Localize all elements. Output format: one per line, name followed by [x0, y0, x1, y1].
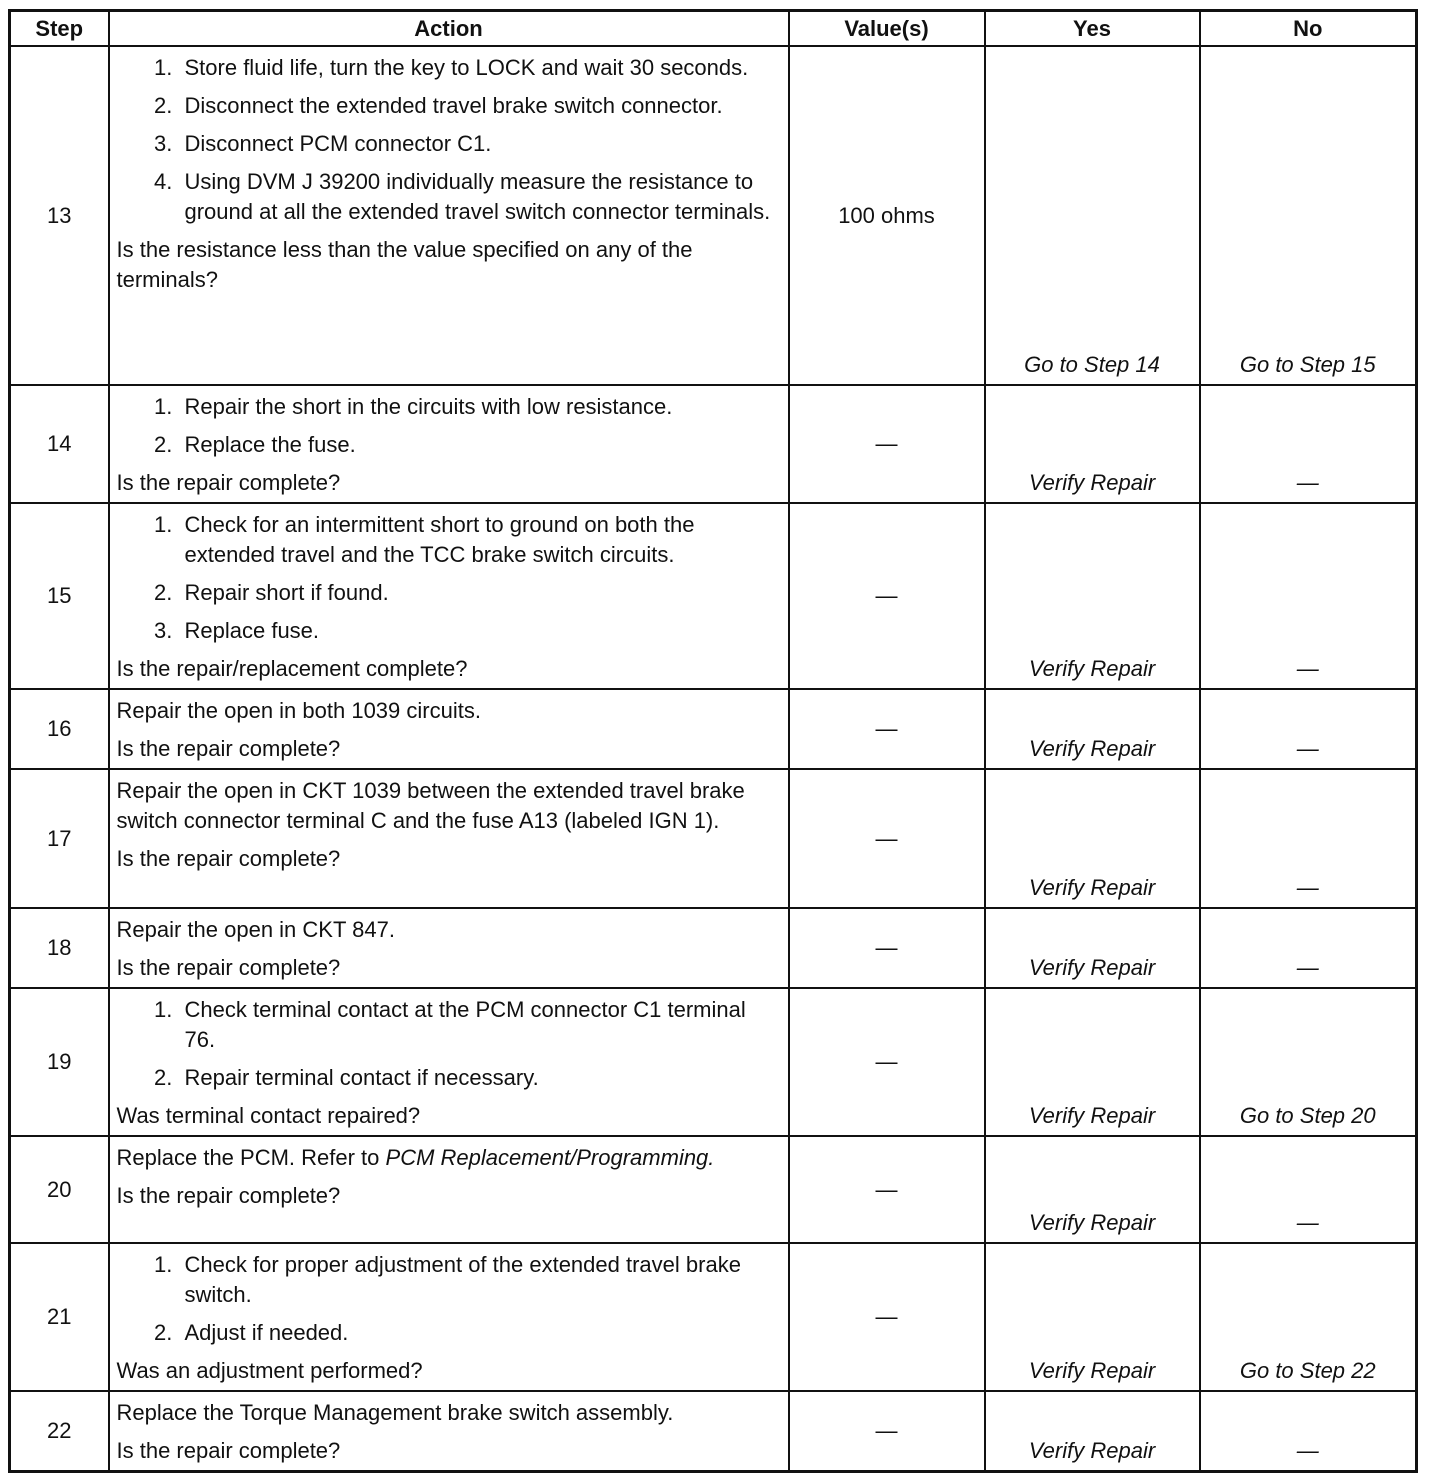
table-header-row — [10, 11, 1417, 47]
value-cell: — — [789, 503, 985, 689]
no-cell: — — [1200, 689, 1417, 769]
value-cell: 100 ohms — [789, 46, 985, 385]
yes-cell: Verify Repair — [985, 503, 1200, 689]
header-step: Step — [10, 11, 109, 47]
manual-reference-link: PCM Replacement/Programming. — [385, 1145, 715, 1170]
action-question: Is the repair complete? — [116, 470, 341, 495]
action-cell — [109, 769, 789, 908]
header-values: Value(s) — [789, 11, 985, 47]
step-number: 13 — [10, 46, 109, 385]
action-cell — [109, 503, 789, 689]
table-row — [10, 46, 1417, 385]
step-number: 17 — [10, 769, 109, 908]
value-cell: — — [789, 769, 985, 908]
action-text-plain: Replace the PCM. Refer to — [116, 1145, 386, 1170]
table-row — [10, 988, 1417, 1136]
yes-cell: Verify Repair — [985, 689, 1200, 769]
action-cell — [109, 1391, 789, 1472]
diagnostic-table — [8, 9, 1418, 1473]
action-cell — [109, 46, 789, 385]
no-cell: Go to Step 22 — [1200, 1243, 1417, 1391]
action-question: Is the repair complete? — [116, 1183, 341, 1208]
value-cell: — — [789, 908, 985, 988]
action-text: Repair the open in CKT 1039 between the extended travel brake switch connector terminal C and the fuse A13 (labeled IGN 1). — [116, 778, 745, 833]
action-step: 2. Replace the fuse. — [179, 430, 780, 460]
step-number: 14 — [10, 385, 109, 503]
step-number: 15 — [10, 503, 109, 689]
action-steps-list — [117, 995, 780, 1093]
action-step: 1. Repair the short in the circuits with low resistance. — [179, 392, 780, 422]
action-question: Was terminal contact repaired? — [116, 1103, 421, 1128]
value-cell: — — [789, 988, 985, 1136]
table-row — [10, 689, 1417, 769]
yes-cell: Go to Step 14 — [985, 46, 1200, 385]
action-text: Replace the Torque Management brake switch assembly. — [116, 1400, 674, 1425]
action-question: Was an adjustment performed? — [116, 1358, 423, 1383]
table-row — [10, 1391, 1417, 1472]
yes-cell: Verify Repair — [985, 988, 1200, 1136]
action-step: 2. Disconnect the extended travel brake switch connector. — [179, 91, 780, 121]
yes-cell: Verify Repair — [985, 385, 1200, 503]
value-cell: — — [789, 1391, 985, 1472]
action-step: 2. Repair short if found. — [179, 578, 780, 608]
value-cell: — — [789, 1136, 985, 1243]
action-cell — [109, 689, 789, 769]
no-cell: — — [1200, 1391, 1417, 1472]
header-action: Action — [109, 11, 789, 47]
action-step: 1. Store fluid life, turn the key to LOCK and wait 30 seconds. — [179, 53, 780, 83]
action-step: 2. Adjust if needed. — [179, 1318, 780, 1348]
no-cell: Go to Step 15 — [1200, 46, 1417, 385]
action-steps-list — [117, 1250, 780, 1348]
action-step: 1. Check terminal contact at the PCM connector C1 terminal 76. — [179, 995, 780, 1055]
no-cell: — — [1200, 769, 1417, 908]
value-cell: — — [789, 1243, 985, 1391]
action-steps-list — [117, 392, 780, 460]
step-number: 21 — [10, 1243, 109, 1391]
table-row — [10, 908, 1417, 988]
action-question: Is the repair/replacement complete? — [116, 656, 468, 681]
no-cell: — — [1200, 503, 1417, 689]
step-number: 20 — [10, 1136, 109, 1243]
action-cell — [109, 1136, 789, 1243]
header-yes: Yes — [985, 11, 1200, 47]
yes-cell: Verify Repair — [985, 769, 1200, 908]
action-question: Is the repair complete? — [116, 736, 341, 761]
action-text: Repair the open in CKT 847. — [116, 917, 395, 942]
action-cell — [109, 988, 789, 1136]
table-row — [10, 385, 1417, 503]
table-row — [10, 1136, 1417, 1243]
no-cell: Go to Step 20 — [1200, 988, 1417, 1136]
header-no: No — [1200, 11, 1417, 47]
action-step: 4. Using DVM J 39200 individually measure the resistance to ground at all the extended travel switch connector terminals. — [179, 167, 780, 227]
action-question: Is the repair complete? — [116, 1438, 341, 1463]
step-number: 18 — [10, 908, 109, 988]
action-steps-list — [117, 510, 780, 646]
value-cell: — — [789, 689, 985, 769]
diagnostic-table-container — [8, 9, 1415, 1473]
no-cell: — — [1200, 908, 1417, 988]
step-number: 22 — [10, 1391, 109, 1472]
action-step: 1. Check for an intermittent short to ground on both the extended travel and the TCC brake switch circuits. — [179, 510, 780, 570]
table-row — [10, 503, 1417, 689]
no-cell: — — [1200, 385, 1417, 503]
table-row — [10, 769, 1417, 908]
action-text: Repair the open in both 1039 circuits. — [116, 698, 481, 723]
yes-cell: Verify Repair — [985, 1136, 1200, 1243]
table-row — [10, 1243, 1417, 1391]
action-step: 2. Repair terminal contact if necessary. — [179, 1063, 780, 1093]
no-cell: — — [1200, 1136, 1417, 1243]
action-step: 3. Disconnect PCM connector C1. — [179, 129, 780, 159]
action-question: Is the resistance less than the value specified on any of the terminals? — [116, 237, 693, 292]
step-number: 16 — [10, 689, 109, 769]
action-cell — [109, 1243, 789, 1391]
action-step: 3. Replace fuse. — [179, 616, 780, 646]
action-steps-list — [117, 53, 780, 227]
value-cell: — — [789, 385, 985, 503]
action-question: Is the repair complete? — [116, 955, 341, 980]
action-step: 1. Check for proper adjustment of the extended travel brake switch. — [179, 1250, 780, 1310]
action-text — [117, 1143, 780, 1173]
action-cell — [109, 385, 789, 503]
yes-cell: Verify Repair — [985, 1391, 1200, 1472]
step-number: 19 — [10, 988, 109, 1136]
action-question: Is the repair complete? — [116, 846, 341, 871]
action-cell — [109, 908, 789, 988]
yes-cell: Verify Repair — [985, 908, 1200, 988]
yes-cell: Verify Repair — [985, 1243, 1200, 1391]
